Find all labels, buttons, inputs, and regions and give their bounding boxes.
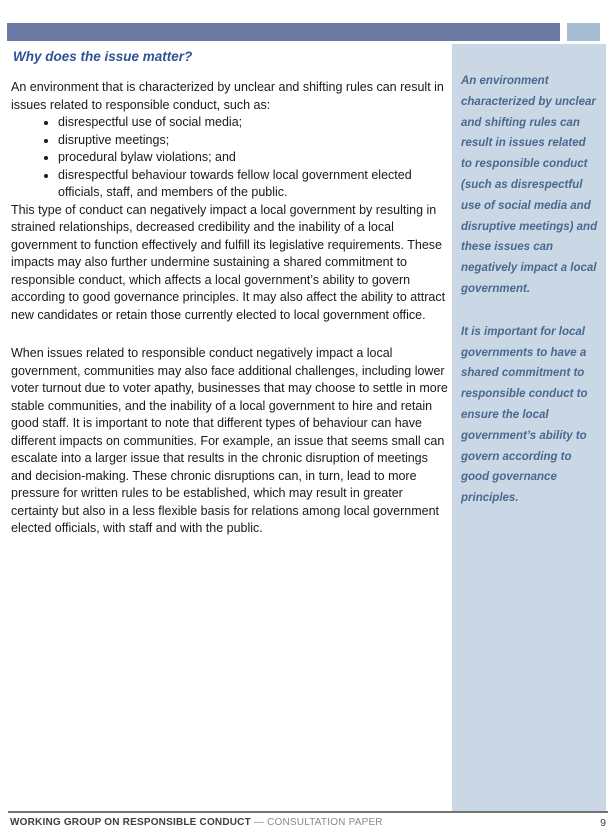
- header-accent-block: [567, 23, 600, 41]
- issue-bullet-list: [11, 114, 449, 202]
- sidebar-note-1: An environment characterized by unclear and shifting rules can result in issues related to responsible conduct (such as disrespectful use of social media and disruptive meetings) and these issues can negatively impact a local government.: [461, 75, 598, 295]
- footer-document-title: WORKING GROUP ON RESPONSIBLE CONDUCT: [10, 817, 251, 828]
- intro-paragraph: An environment that is characterized by unclear and shifting rules can result in issues related to responsible conduct, such as:: [11, 80, 444, 112]
- bullet-item: • disrespectful behaviour towards fellow local government elected officials, staff, and members of the public.: [58, 167, 449, 202]
- header-bar: [7, 23, 560, 41]
- page-number: 9: [600, 817, 606, 829]
- footer: [10, 817, 608, 828]
- page-title: Why does the issue matter?: [13, 49, 193, 64]
- bullet-item: • disruptive meetings;: [58, 132, 449, 150]
- footer-document-subtitle: — CONSULTATION PAPER: [250, 817, 383, 828]
- bullet-item: • procedural bylaw violations; and: [58, 149, 449, 167]
- main-content: [11, 49, 449, 538]
- pullquote-sidebar: [452, 44, 606, 811]
- footer-divider: [8, 811, 608, 813]
- second-paragraph: When issues related to responsible conduct negatively impact a local government, communities may also face additional challenges, including lower voter turnout due to voter apathy, businesses that may choose to settle in more stable communities, and the inability of a local government to hire and retain good staff. It is important to note that different types of behaviour can have different impacts on communities. For example, an issue that seems small can escalate into a larger issue that results in the chronic disruption of meetings and decision-making. These chronic disruptions can, in turn, lead to more pressure for written rules to be established, which may result in greater certainty but also in a less flexible basis for relations among local government elected officials, with staff and with the public.: [11, 346, 448, 535]
- sidebar-note-2: It is important for local governments to have a shared commitment to responsible conduct to ensure the local government’s ability to govern according to good governance principles.: [461, 325, 588, 505]
- paragraph-continuation: This type of conduct can negatively impact a local government by resulting in strained relationships, decreased credibility and the inability of a local government to function effectively and fulfill its legislative requirements. These impacts may also further undermine sustaining a shared commitment to responsible conduct, which affects a local government’s ability to govern according to good governance principles. It may also affect the ability to attract new candidates or retain those currently elected to local government office.: [11, 202, 446, 322]
- bullet-item: • disrespectful use of social media;: [58, 114, 449, 132]
